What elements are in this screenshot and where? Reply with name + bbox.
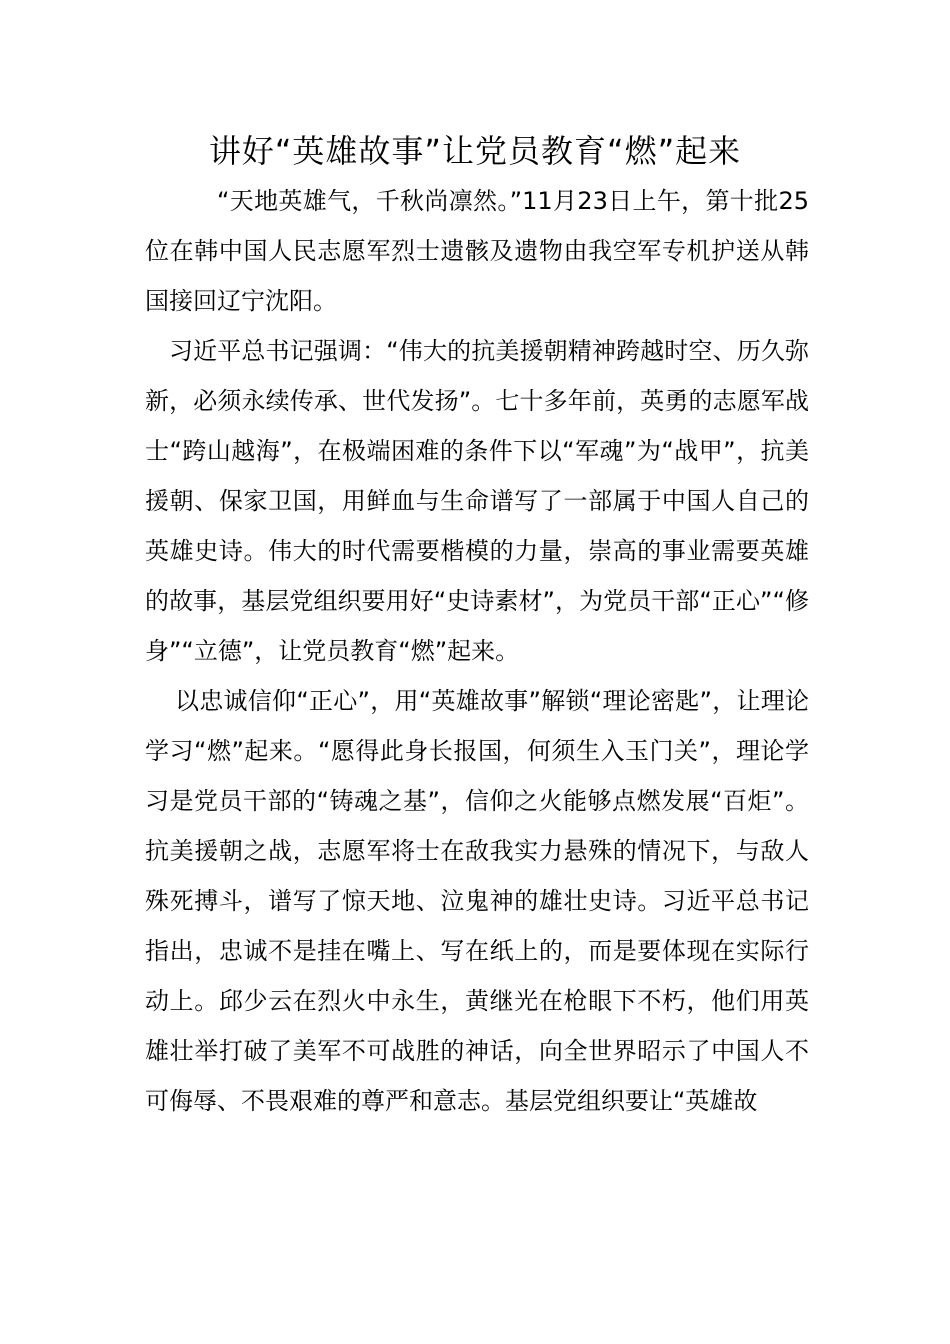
document-body [145, 176, 809, 1126]
document-title: 讲好“英雄故事”让党员教育“燃”起来 [208, 132, 742, 170]
paragraph-3: 以忠诚信仰“正心”，用“英雄故事”解锁“理论密匙”，让理论学习“燃”起来。“愿得此身长报国，何须生入玉门关”，理论学习是党员干部的“铸魂之基”，信仰之火能够点燃发展“百炬”。抗美援朝之战，志愿军将士在敌我实力悬殊的情况下，与敌人殊死搏斗，谱写了惊天地、泣鬼神的雄壮史诗。习近平总书记指出，忠诚不是挂在嘴上、写在纸上的，而是要体现在实际行动上。邱少云在烈火中永生，黄继光在枪眼下不朽，他们用英雄壮举打破了美军不可战胜的神话，向全世界昭示了中国人不可侮辱、不畏艰难的尊严和意志。基层党组织要让“英雄故 [145, 687, 809, 1115]
paragraph-2: 习近平总书记强调：“伟大的抗美援朝精神跨越时空、历久弥新，必须永续传承、世代发扬”。七十多年前，英勇的志愿军战士“跨山越海”，在极端困难的条件下以“军魂”为“战甲”，抗美援朝、保家卫国，用鲜血与生命谱写了一部属于中国人自己的英雄史诗。伟大的时代需要楷模的力量，崇高的事业需要英雄的故事，基层党组织要用好“史诗素材”，为党员干部“正心”“修身”“立德”，让党员教育“燃”起来。 [145, 337, 809, 665]
paragraph-1: “天地英雄气，千秋尚凛然。”11月23日上午，第十批25位在韩中国人民志愿军烈士遗骸及遗物由我空军专机护送从韩国接回辽宁沈阳。 [145, 187, 809, 315]
